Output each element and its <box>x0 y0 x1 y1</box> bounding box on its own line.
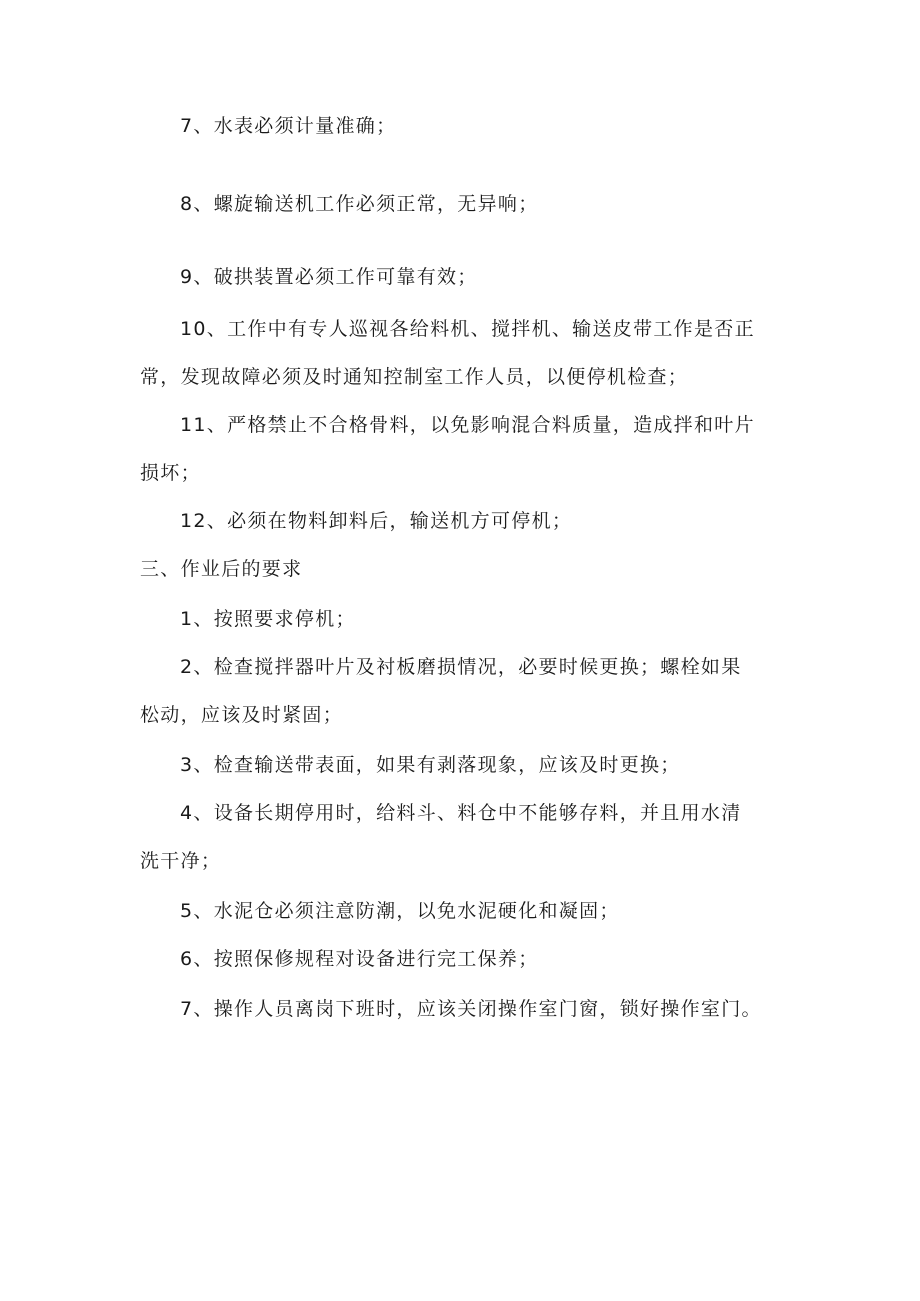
paragraph-line: 4、设备长期停用时，给料斗、料仓中不能够存料，并且用水清 <box>180 802 742 824</box>
paragraph-line: 常，发现故障必须及时通知控制室工作人员，以便停机检查； <box>140 366 689 388</box>
paragraph-line: 3、检查输送带表面，如果有剥落现象，应该及时更换； <box>180 754 681 776</box>
paragraph-line: 6、按照保修规程对设备进行完工保养； <box>180 948 539 970</box>
paragraph-line: 松动，应该及时紧固； <box>140 704 344 726</box>
paragraph-line: 2、检查搅拌器叶片及衬板磨损情况，必要时候更换；螺栓如果 <box>180 656 742 678</box>
paragraph-line: 12、必须在物料卸料后，输送机方可停机； <box>180 510 573 532</box>
paragraph-line: 10、工作中有专人巡视各给料机、搅拌机、输送皮带工作是否正 <box>180 318 755 340</box>
paragraph-line: 8、螺旋输送机工作必须正常，无异响； <box>180 193 539 215</box>
paragraph-line: 9、破拱装置必须工作可靠有效； <box>180 266 478 288</box>
paragraph-line: 1、按照要求停机； <box>180 608 356 630</box>
paragraph-line: 5、水泥仓必须注意防潮，以免水泥硬化和凝固； <box>180 900 620 922</box>
paragraph-line: 7、操作人员离岗下班时，应该关闭操作室门窗，锁好操作室门。 <box>180 998 762 1020</box>
paragraph-line: 洗干净； <box>140 850 222 872</box>
paragraph-line: 11、严格禁止不合格骨料，以免影响混合料质量，造成拌和叶片 <box>180 414 755 436</box>
paragraph-line: 7、水表必须计量准确； <box>180 115 397 137</box>
paragraph-line: 损坏； <box>140 462 201 484</box>
section-heading: 三、作业后的要求 <box>140 558 303 580</box>
